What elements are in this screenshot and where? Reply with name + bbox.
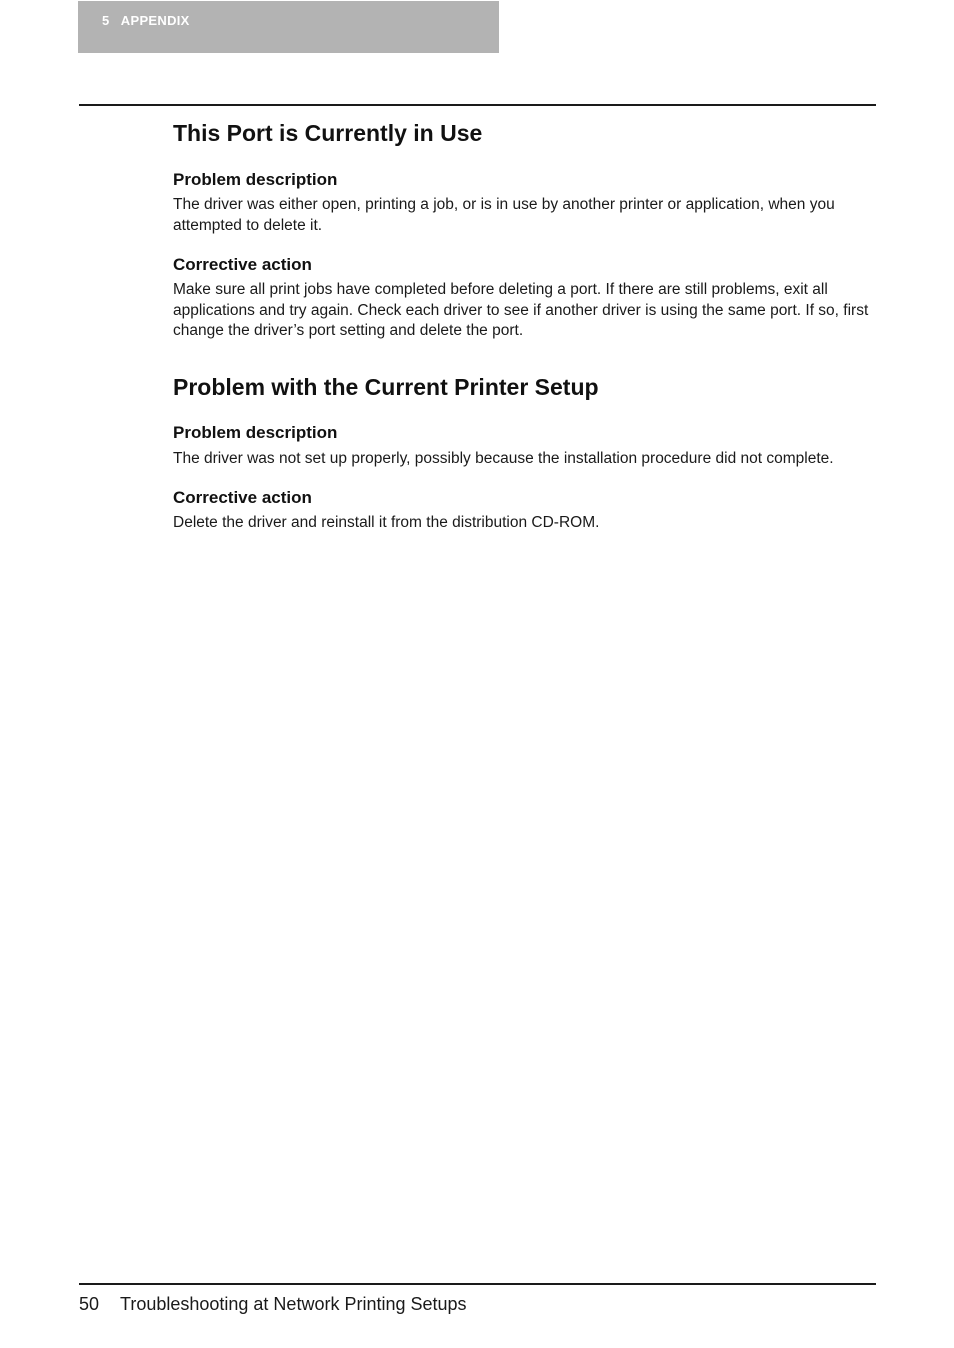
problem-description-text: The driver was not set up properly, possibly because the installation procedure did not complete.	[173, 450, 834, 467]
corrective-action-heading: Corrective action	[173, 488, 312, 507]
corrective-action-text: Delete the driver and reinstall it from the distribution CD-ROM.	[173, 514, 600, 531]
corrective-action-text: Make sure all print jobs have completed before deleting a port. If there are still problems, exit all applications and try again. Check each driver to see if another driver is using the same port. If so, first change the driver’s port setting and delete the port.	[173, 281, 869, 340]
problem-description-text: The driver was either open, printing a job, or is in use by another printer or application, when you attempted to delete it.	[173, 196, 835, 234]
footer-divider	[79, 1283, 876, 1285]
corrective-action-heading: Corrective action	[173, 255, 312, 274]
section-title: Problem with the Current Printer Setup	[173, 374, 599, 400]
problem-description-heading: Problem description	[173, 170, 338, 189]
chapter-label: 5 APPENDIX	[102, 13, 190, 28]
header-divider	[79, 104, 876, 106]
section-title: This Port is Currently in Use	[173, 120, 483, 146]
problem-description-heading: Problem description	[173, 423, 338, 442]
footer-section-title: Troubleshooting at Network Printing Setups	[120, 1294, 467, 1314]
chapter-tab	[78, 1, 499, 53]
page-footer	[79, 1294, 467, 1315]
page-number: 50	[79, 1294, 100, 1314]
